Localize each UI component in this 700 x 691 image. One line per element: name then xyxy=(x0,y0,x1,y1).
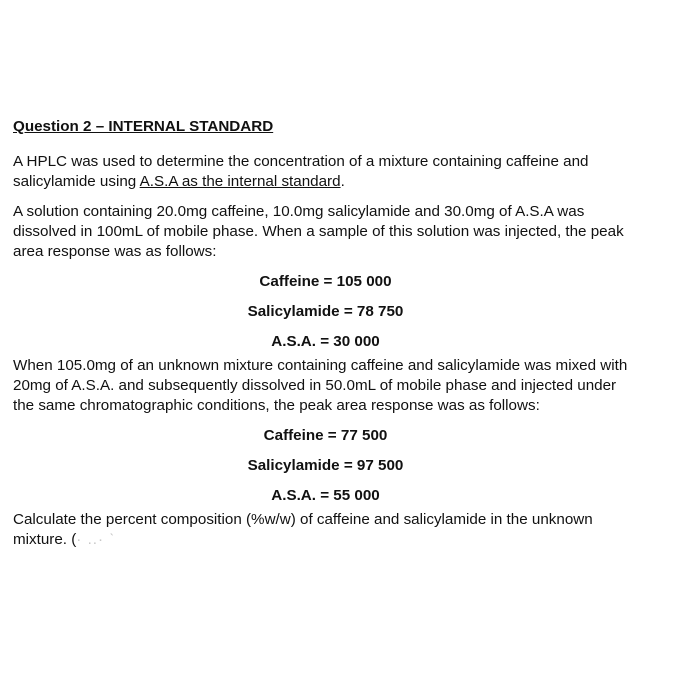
task-text: Calculate the percent composition (%w/w) of caffeine and salicylamide in the unknown mixture. ( xyxy=(13,511,593,548)
standard-asa-result: A.S.A. = 30 000 xyxy=(271,333,380,350)
unknown-salicylamide-result: Salicylamide = 97 500 xyxy=(247,457,404,474)
standard-caffeine-result: Caffeine = 105 000 xyxy=(259,273,392,290)
internal-standard-phrase: A.S.A as the internal standard xyxy=(139,173,341,190)
unknown-asa-result: A.S.A. = 55 000 xyxy=(271,487,380,504)
question-heading: Question 2 – INTERNAL STANDARD xyxy=(13,118,274,135)
intro-text: A HPLC was used to determine the concentration of a mixture containing caffeine and salicylamide using xyxy=(13,153,589,190)
standard-salicylamide-result: Salicylamide = 78 750 xyxy=(247,303,404,320)
task-paragraph xyxy=(13,510,638,550)
intro-end: . xyxy=(340,173,345,190)
unknown-mixture-paragraph: When 105.0mg of an unknown mixture containing caffeine and salicylamide was mixed with 20mg of A.S.A. and subsequently dissolved in 50.0mL of mobile phase and injected under the same chromatographic conditions, the peak area response was as follows: xyxy=(13,357,628,414)
question-document xyxy=(13,117,638,560)
task-faded-tail: · ..· ˋ xyxy=(76,531,116,548)
standard-solution-paragraph: A solution containing 20.0mg caffeine, 10.0mg salicylamide and 30.0mg of A.S.A was dissolved in 100mL of mobile phase. When a sample of this solution was injected, the peak area response was as follows: xyxy=(13,203,624,260)
intro-paragraph xyxy=(13,152,638,192)
unknown-caffeine-result: Caffeine = 77 500 xyxy=(263,427,388,444)
